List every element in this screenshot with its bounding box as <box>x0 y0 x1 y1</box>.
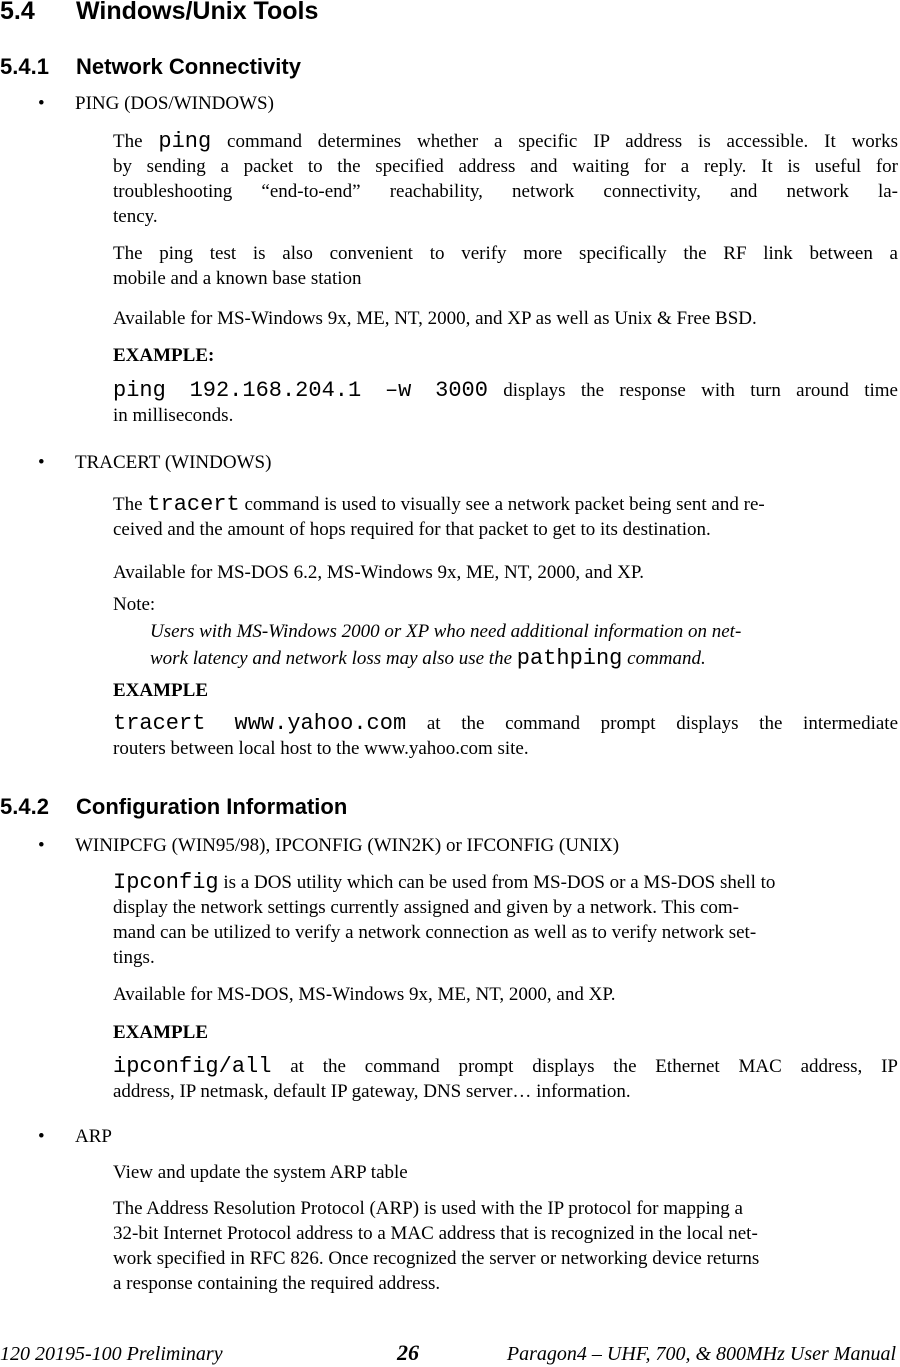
arp-description: The Address Resolution Protocol (ARP) is used with the IP protocol for mapping a 32-bit Internet Protocol address to a MAC address that is recognized in the local net- work specified in RFC 826. Once recognized the server or networking device returns a response containing the required address. <box>113 1198 760 1294</box>
inline-command: pathping <box>516 646 623 671</box>
bullet-glyph: • <box>38 452 45 473</box>
tracert-description: The tracert command is used to visually see a network packet being sent and re- ceived and the amount of hops required for that packet to get to its destination. <box>113 492 765 540</box>
ping-availability: Available for MS-Windows 9x, ME, NT, 2000, and XP as well as Unix & Free BSD. <box>113 308 757 329</box>
ping-description: The ping command determines whether a specific IP address is accessible. It works by sending a packet to the specified address and waiting for a reply. It is useful for troubleshooting “end-to-end” reachability, network connectivity, and network la- tency. <box>113 129 899 227</box>
bullet-label: TRACERT (WINDOWS) <box>75 452 272 473</box>
bullet-ping <box>38 93 274 115</box>
ping-example: ping 192.168.204.1 –w 3000 displays the response with turn around time in milliseconds. <box>113 378 898 426</box>
bullet-label: ARP <box>75 1126 112 1147</box>
tracert-note-label: Note: <box>113 594 156 615</box>
tracert-note: Users with MS-Windows 2000 or XP who need additional information on net- work latency and network loss may also use the pathping command. <box>150 621 742 671</box>
footer-right: Paragon4 – UHF, 700, & 800MHz User Manual <box>506 1343 896 1365</box>
subsection-number: 5.4.1 <box>0 54 49 79</box>
subsection-heading-configuration <box>0 794 347 820</box>
section-number: 5.4 <box>0 0 35 25</box>
example-command: tracert www.yahoo.com <box>113 711 407 736</box>
bullet-ipconfig <box>38 835 619 857</box>
subsection-heading-connectivity <box>0 54 301 80</box>
bullet-arp <box>38 1126 112 1148</box>
section-heading <box>0 0 318 26</box>
inline-command: ping <box>158 129 212 154</box>
bullet-glyph: • <box>38 1126 45 1147</box>
tracert-example-label: EXAMPLE <box>113 680 208 701</box>
ipconfig-availability: Available for MS-DOS, MS-Windows 9x, ME, NT, 2000, and XP. <box>113 984 616 1005</box>
subsection-title: Configuration Information <box>76 794 348 819</box>
section-title: Windows/Unix Tools <box>76 0 319 25</box>
inline-command: tracert <box>147 492 240 517</box>
bullet-label: PING (DOS/WINDOWS) <box>75 93 274 114</box>
ipconfig-example: ipconfig/all at the command prompt displays the Ethernet MAC address, IP address, IP netmask, default IP gateway, DNS server… information. <box>113 1054 898 1102</box>
arp-summary: View and update the system ARP table <box>113 1162 408 1183</box>
tracert-example: tracert www.yahoo.com at the command prompt displays the intermediate routers between local host to the www.yahoo.com site. <box>113 711 899 759</box>
page-number: 26 <box>397 1340 419 1365</box>
ipconfig-example-label: EXAMPLE <box>113 1022 208 1043</box>
ping-rf-note: The ping test is also convenient to verify more specifically the RF link between a mobile and a known base station <box>113 243 898 289</box>
subsection-title: Network Connectivity <box>76 54 301 79</box>
example-command: ipconfig/all <box>113 1054 272 1079</box>
subsection-number: 5.4.2 <box>0 794 49 819</box>
ipconfig-description: Ipconfig is a DOS utility which can be used from MS-DOS or a MS-DOS shell to display the network settings currently assigned and given by a network. This com- mand can be utilized to verify a network connection as well as to verify network set- tings. <box>113 870 776 968</box>
example-command: ping 192.168.204.1 –w 3000 <box>113 378 488 403</box>
ping-example-label: EXAMPLE: <box>113 345 215 366</box>
footer-left: 120 20195-100 Preliminary <box>0 1343 223 1365</box>
bullet-glyph: • <box>38 835 45 856</box>
bullet-tracert <box>38 452 271 474</box>
inline-command: Ipconfig <box>113 870 219 895</box>
bullet-glyph: • <box>38 93 45 114</box>
tracert-availability: Available for MS-DOS 6.2, MS-Windows 9x, ME, NT, 2000, and XP. <box>113 562 645 583</box>
bullet-label: WINIPCFG (WIN95/98), IPCONFIG (WIN2K) or IFCONFIG (UNIX) <box>75 835 620 856</box>
